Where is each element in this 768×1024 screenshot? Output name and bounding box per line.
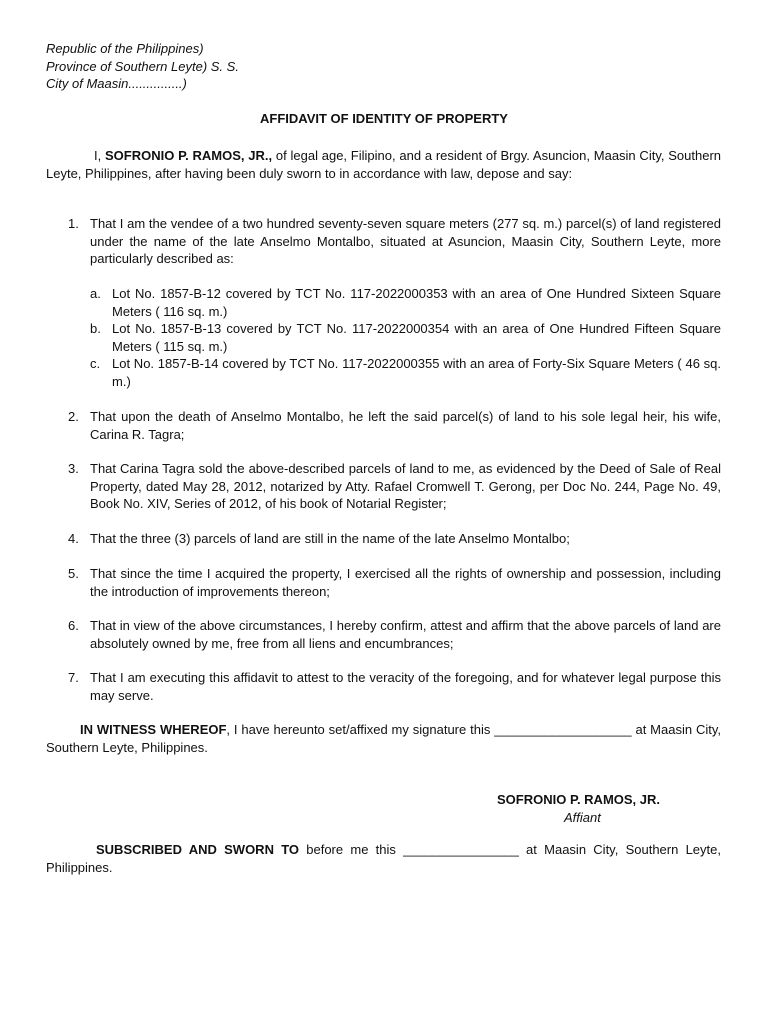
item-text: That in view of the above circumstances, I hereby confirm, attest and affirm that the above parcels of land are absolutely owned by me, free from all liens and encumbrances; bbox=[90, 618, 721, 651]
lot-item-a bbox=[90, 285, 721, 320]
item-number: 7. bbox=[68, 670, 79, 685]
list-item-5 bbox=[68, 565, 721, 600]
item-text: That Carina Tagra sold the above-described parcels of land to me, as evidenced by the Deed of Sale of Real Property, dated May 28, 2012, notarized by Atty. Rafael Cromwell T. Gerong, per Doc No. 244, Page No. 49, Book No. XIV, Series of 2012, of his book of Notarial Register; bbox=[90, 461, 721, 511]
witness-body: , I have hereunto set/affixed my signature this ___________________ at Maasin City, Southern Leyte, Philippines. bbox=[46, 722, 721, 755]
item-number: 5. bbox=[68, 566, 79, 581]
list-item-3 bbox=[68, 460, 721, 513]
intro-prefix: I, bbox=[94, 148, 105, 163]
lot-item-c bbox=[90, 355, 721, 390]
lot-text: Lot No. 1857-B-12 covered by TCT No. 117-2022000353 with an area of One Hundred Sixteen Square Meters ( 116 sq. m.) bbox=[112, 286, 721, 319]
intro-paragraph bbox=[46, 147, 721, 182]
document-title: AFFIDAVIT OF IDENTITY OF PROPERTY bbox=[260, 111, 508, 126]
lot-letter: c. bbox=[90, 356, 101, 371]
item-number: 2. bbox=[68, 409, 79, 424]
witness-lead: IN WITNESS WHEREOF bbox=[80, 722, 227, 737]
list-item-6 bbox=[68, 617, 721, 652]
venue-line-1: Republic of the Philippines) bbox=[46, 41, 204, 56]
witness-paragraph bbox=[46, 721, 721, 756]
lot-letter: a. bbox=[90, 286, 101, 301]
venue-line-2: Province of Southern Leyte) S. S. bbox=[46, 58, 239, 74]
list-item-1 bbox=[68, 215, 721, 268]
lot-text: Lot No. 1857-B-13 covered by TCT No. 117-2022000354 with an area of One Hundred Fifteen Square Meters ( 115 sq. m.) bbox=[112, 321, 721, 354]
intro-body: of legal age, Filipino, and a resident of Brgy. Asuncion, Maasin City, Southern Leyte, Philippines, after having been duly sworn to in accordance with law, depose and say: bbox=[46, 148, 722, 181]
item-number: 3. bbox=[68, 461, 79, 476]
lot-text: Lot No. 1857-B-14 covered by TCT No. 117-2022000355 with an area of Forty-Six Square Meters ( 46 sq. m.) bbox=[112, 356, 721, 389]
venue-line-3: City of Maasin...............) bbox=[46, 76, 187, 91]
item-text: That the three (3) parcels of land are still in the name of the late Anselmo Montalbo; bbox=[90, 531, 570, 546]
item-number: 6. bbox=[68, 618, 79, 633]
jurat-paragraph bbox=[46, 841, 721, 876]
affiant-name-inline: SOFRONIO P. RAMOS, JR., bbox=[105, 148, 273, 163]
venue-block bbox=[46, 40, 239, 93]
affiant-signature-name: SOFRONIO P. RAMOS, JR. bbox=[497, 792, 661, 807]
item-text: That upon the death of Anselmo Montalbo, he left the said parcel(s) of land to his sole legal heir, his wife, Carina R. Tagra; bbox=[90, 409, 721, 442]
lot-letter: b. bbox=[90, 321, 101, 336]
jurat-body: before me this ________________ at Maasin City, Southern Leyte, Philippines. bbox=[46, 842, 721, 875]
list-item-4 bbox=[68, 530, 721, 548]
list-item-7 bbox=[68, 669, 721, 704]
item-text: That since the time I acquired the property, I exercised all the rights of ownership and possession, including the introduction of improvements thereon; bbox=[90, 566, 721, 599]
jurat-lead: SUBSCRIBED AND SWORN TO bbox=[96, 842, 300, 857]
lot-item-b bbox=[90, 320, 721, 355]
item-number: 4. bbox=[68, 531, 79, 546]
affiant-role: Affiant bbox=[564, 810, 601, 825]
item-text: That I am executing this affidavit to attest to the veracity of the foregoing, and for whatever legal purpose this may serve. bbox=[90, 670, 721, 703]
list-item-2 bbox=[68, 408, 721, 443]
item-text: That I am the vendee of a two hundred seventy-seven square meters (277 sq. m.) parcel(s) of land registered under the name of the late Anselmo Montalbo, situated at Asuncion, Maasin City, Southern Leyte, more particularly described as: bbox=[90, 216, 721, 266]
item-number: 1. bbox=[68, 216, 79, 231]
